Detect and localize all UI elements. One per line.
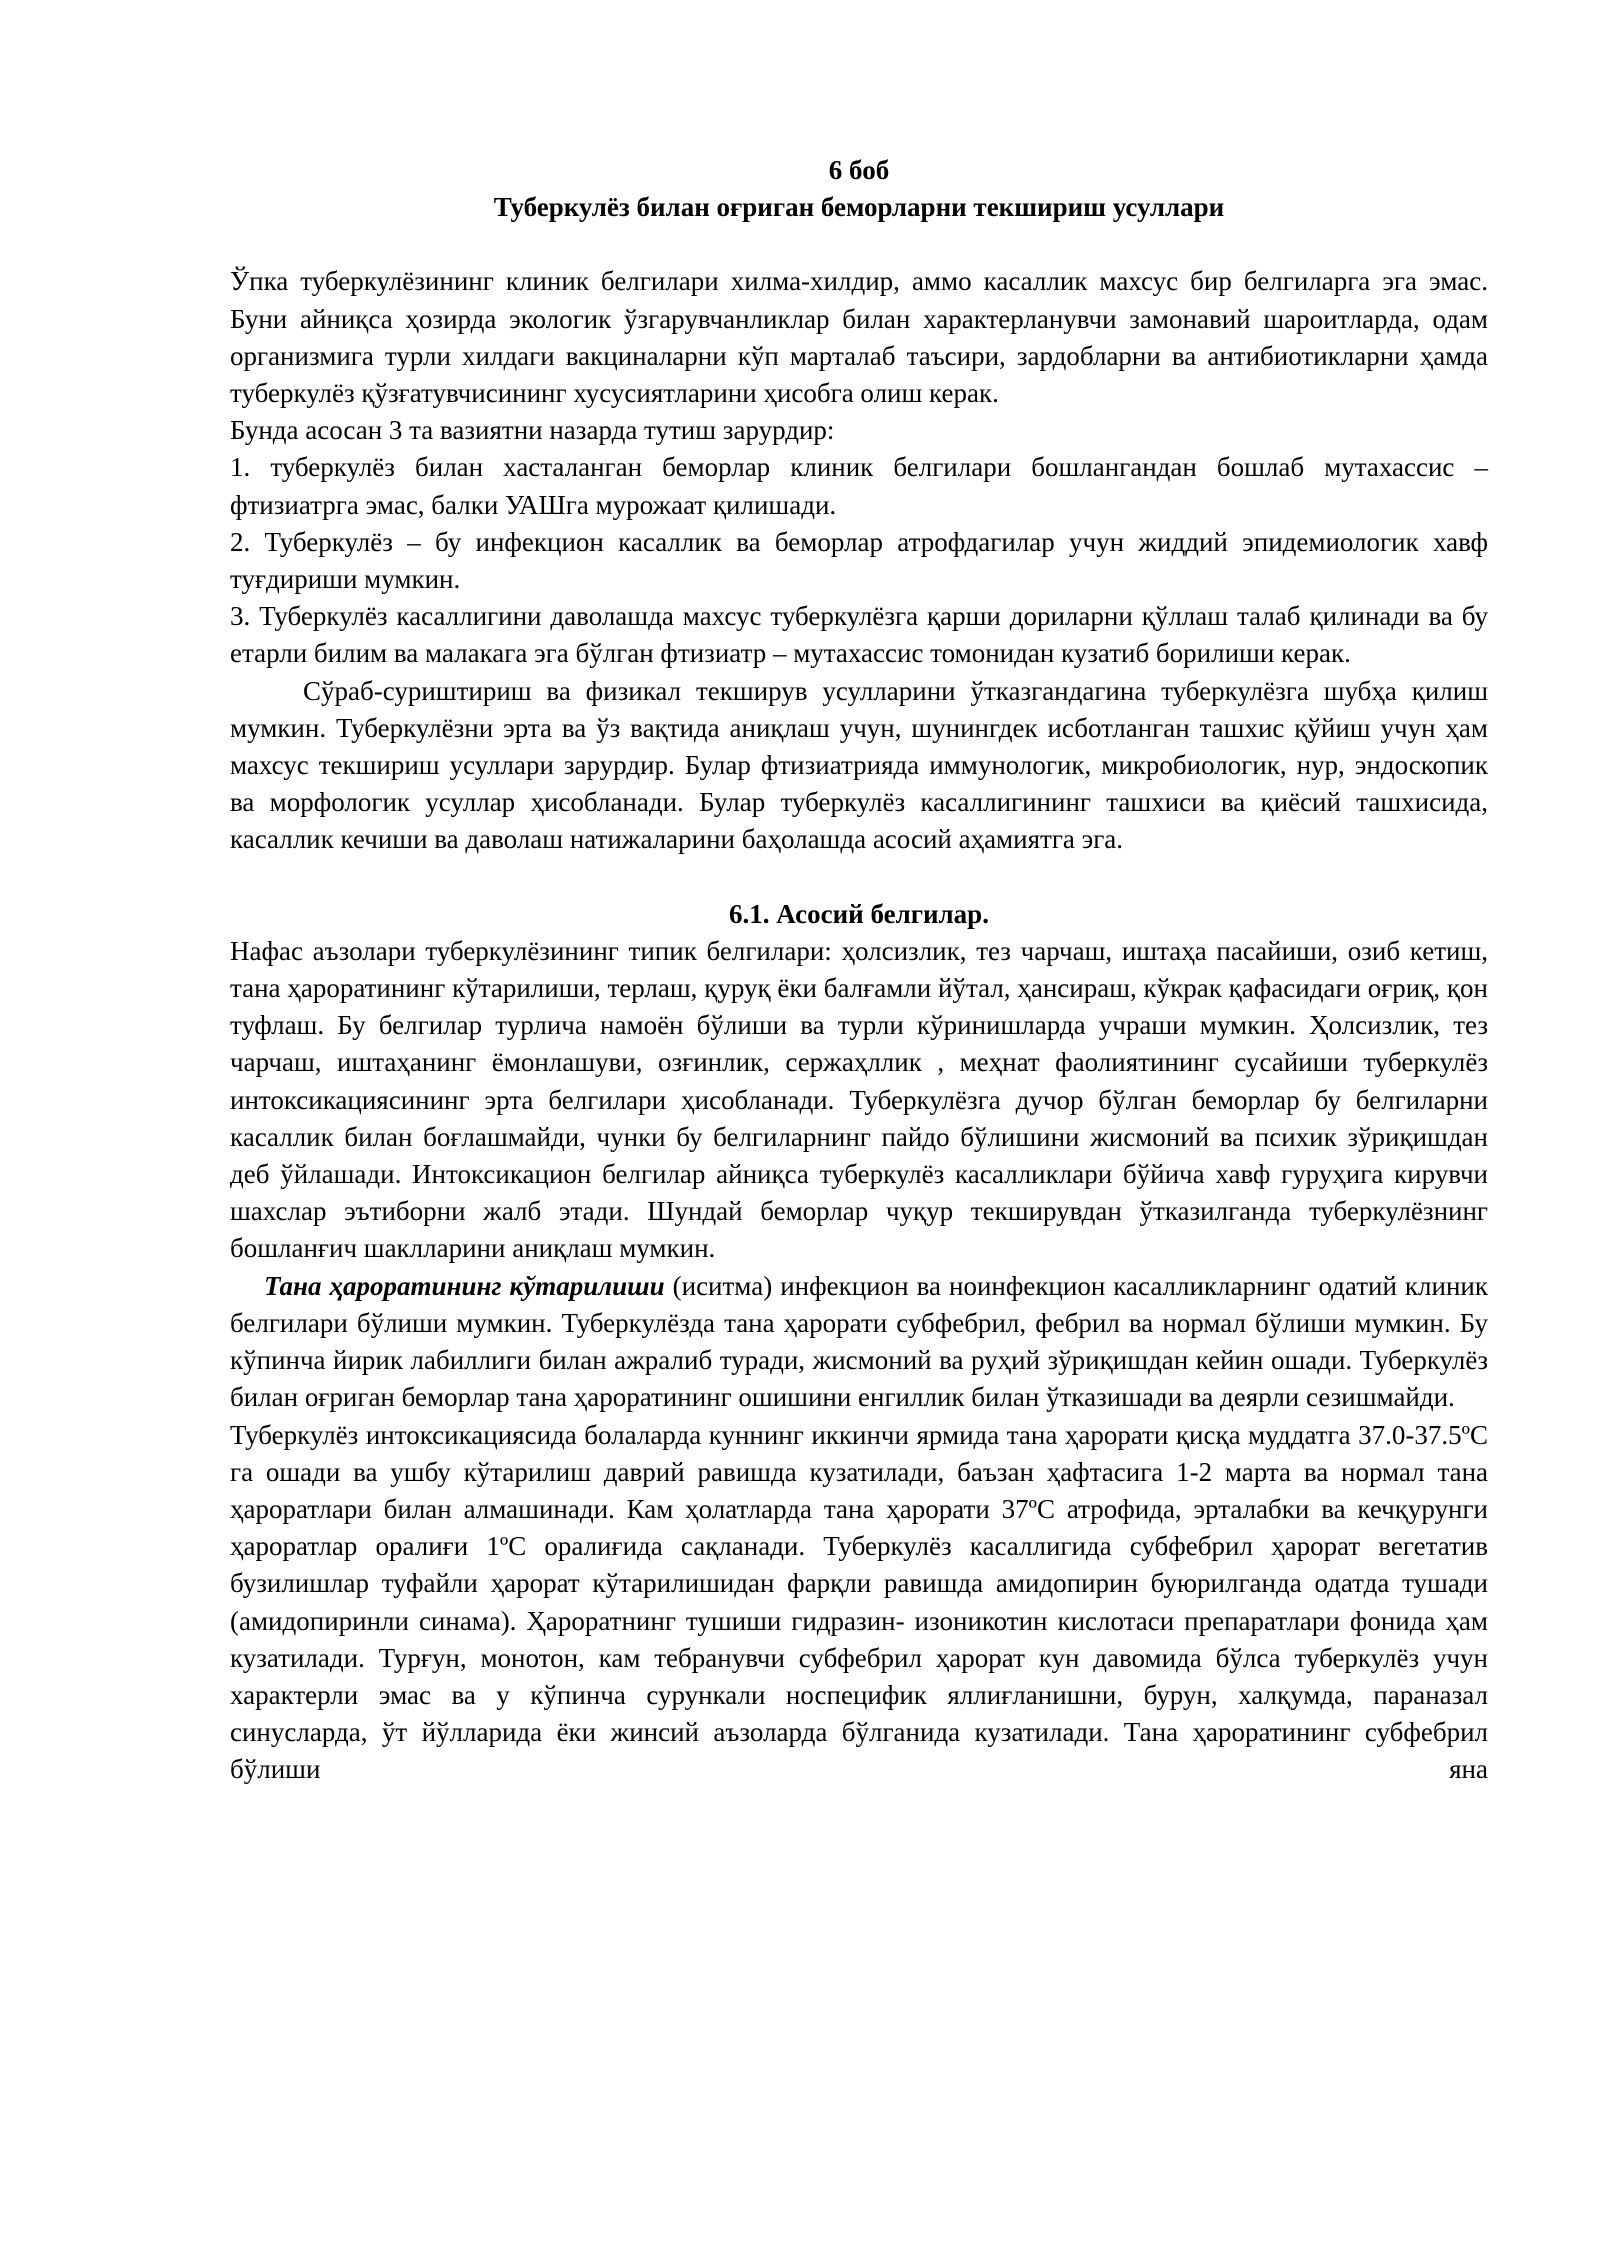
intro-paragraph-3: Сўраб-суриштириш ва физикал текширув усулларини ўтказгандагина туберкулёзга шубҳа қилиш мумкин. Туберкулёзни эрта ва ўз вақтида аниқлаш учун, шунингдек исботланган ташхис қўйиш учун ҳам махсус текшириш усуллари зарурдир. Булар фтизиатрияда иммунологик, микробиологик, нур, эндоскопик ва морфологик усуллар ҳисобланади. Булар туберкулёз касаллигининг ташхиси ва қиёсий ташхисида, касаллик кечиши ва даволаш натижаларини баҳолашда асосий аҳамиятга эга.	[230, 675, 1488, 855]
section-paragraph-3: Туберкулёз интоксикациясида болаларда куннинг иккинчи ярмида тана ҳарорати қисқа муддатга 37.0-37.5ºС га ошади ва ушбу кўтарилиш даврий равишда кузатилади, баъзан ҳафтасига 1-2 марта ва нормал тана ҳароратлари билан алмашинади. Кам ҳолатларда тана ҳарорати 37ºС атрофида, эрталабки ва кечқурунги ҳароратлар оралиғи 1ºС оралиғида сақланади. Туберкулёз касаллигида субфебрил ҳарорат вегетатив бузилишлар туфайли ҳарорат кўтарилишидан фарқли равишда амидопирин буюрилганда одатда тушади (амидопиринли синама). Ҳароратнинг тушиши гидразин- изоникотин кислотаси препаратлари фонида ҳам кузатилади. Турғун, монотон, кам тебранувчи субфебрил ҳарорат кун давомида бўлса туберкулёз учун характерли эмас ва у кўпинча сурункали носпецифик яллиғланишни, бурун, халқумда, параназал синусларда, ўт йўлларида ёки жинсий аъзоларда бўлганида кузатилади. Тана ҳароратининг субфебрил бўлиши яна	[230, 1419, 1488, 1785]
chapter-title: Туберкулёз билан оғриган беморларни текшириш усуллари	[493, 192, 1225, 223]
list-item-2: 2. Туберкулёз – бу инфекцион касаллик ва беморлар атрофдагилар учун жиддий эпидемиологик хавф туғдириши мумкин.	[230, 526, 1488, 595]
section-title: 6.1. Асосий белгилар.	[729, 898, 989, 929]
chapter-number: 6 боб	[828, 155, 890, 185]
spacer	[230, 226, 1488, 263]
list-item-3: 3. Туберкулёз касаллигини даволашда махсус туберкулёзга қарши дориларни қўллаш талаб қилинади ва бу етарли билим ва малакага эга бўлган фтизиатр – мутахассис томонидан кузатиб борилиши керак.	[230, 601, 1488, 669]
term-fever: Тана ҳароратининг кўтарилиши	[264, 1270, 665, 1301]
intro-paragraph-2: Бунда асосан 3 та вазиятни назарда тутиш зарурдир:	[230, 415, 835, 446]
section-paragraph-2-text: (иситма) инфекцион ва ноинфекцион касалликларнинг одатий клиник белгилари бўлиши мумкин. Туберкулёзда тана ҳарорати субфебрил, фебрил ва нормал бўлиши мумкин. Бу кўпинча йирик лабиллиги билан ажралиб туради, жисмоний ва руҳий зўриқишдан кейин ошади. Туберкулёз билан оғриган беморлар тана ҳароратининг ошишини енгиллик билан ўтказишади ва деярли сезишмайди.	[230, 1270, 1488, 1413]
section-paragraph-1: Нафас аъзолари туберкулёзининг типик белгилари: ҳолсизлик, тез чарчаш, иштаҳа пасайиши, озиб кетиш, тана ҳароратининг кўтарилиши, терлаш, қуруқ ёки балғамли йўтал, ҳансираш, кўкрак қафасидаги оғриқ, қон туфлаш. Бу белгилар турлича намоён бўлиши ва турли кўринишларда учраши мумкин. Ҳолсизлик, тез чарчаш, иштаҳанинг ёмонлашуви, озғинлик, сержаҳллик , меҳнат фаолиятининг сусайиши туберкулёз интоксикациясининг эрта белгилари ҳисобланади. Туберкулёзга дучор бўлган беморлар бу белгиларни касаллик билан боғлашмайди, чунки бу белгиларнинг пайдо бўлишини жисмоний ва психик зўриқишдан деб ўйлашади. Интоксикацион белгилар айниқса туберкулёз касалликлари бўйича хавф гуруҳига кирувчи шахслар эътиборни жалб этади. Шундай беморлар чуқур текширувдан ўтказилганда туберкулёзнинг бошланғич шаклларини аниқлаш мумкин.	[230, 935, 1488, 1264]
spacer	[230, 859, 1488, 896]
section-paragraph-2	[230, 1268, 1488, 1417]
list-item-1: 1. туберкулёз билан хасталанган беморлар клиник белгилари бошлангандан бошлаб мутахассис – фтизиатрга эмас, балки УАШга мурожаат қилишади.	[230, 452, 1488, 520]
intro-paragraph-1: Ўпка туберкулёзининг клиник белгилари хилма-хилдир, аммо касаллик махсус бир белгиларга эга эмас. Буни айниқса ҳозирда экологик ўзгарувчанликлар билан характерланувчи замонавий шароитларда, одам организмига турли хилдаги вакциналарни кўп марталаб таъсири, зардобларни ва антибиотикларни ҳамда туберкулёз қўзғатувчисининг хусусиятларини ҳисобга олиш керак.	[230, 266, 1488, 409]
document-page	[230, 152, 1488, 1789]
